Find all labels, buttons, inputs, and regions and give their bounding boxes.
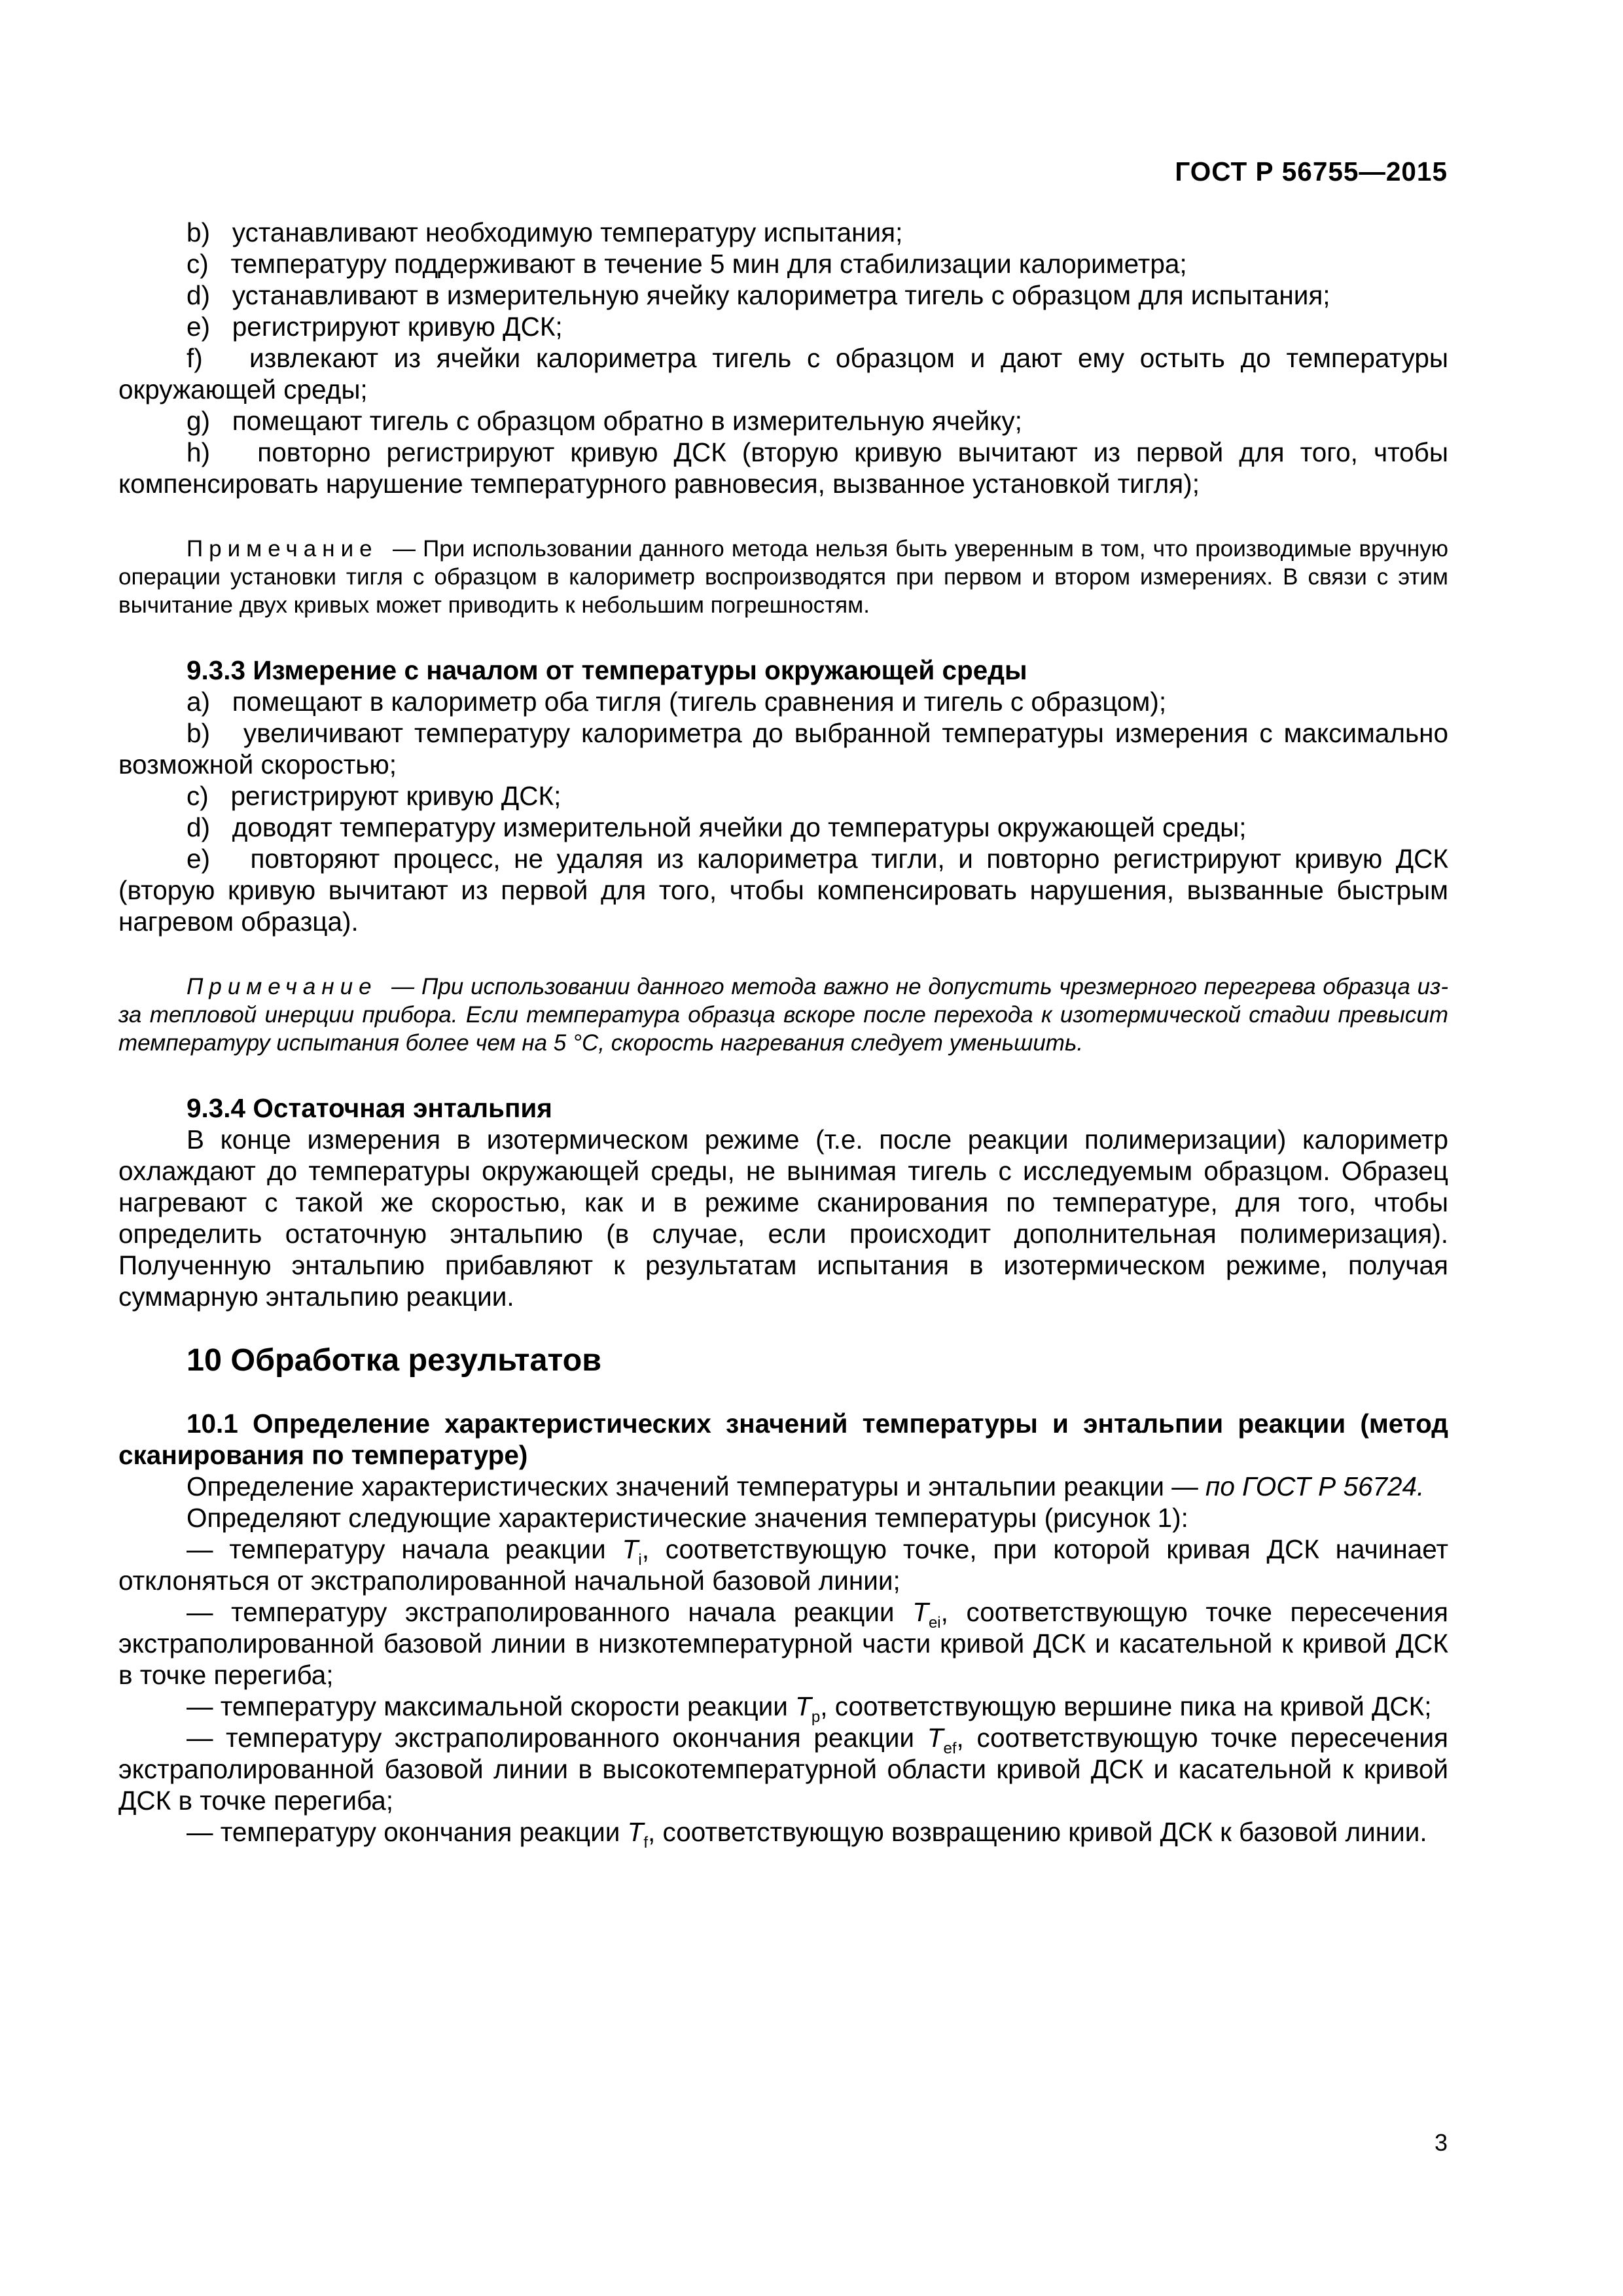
list-item: — температуру максимальной скорости реакции $T_p$, соответствующую вершине пика на кривой ДСК; [187, 1691, 1432, 1726]
section-heading-9-3-4: 9.3.4 Остаточная энтальпия [187, 1093, 552, 1123]
section-heading-10: 10 Обработка результатов [187, 1342, 602, 1378]
list-item: e) повторяют процесс, не удаляя из калориметра тигли, и повторно регистрируют кривую ДСК (вторую кривую вычитают из первой для того, чтобы компенсировать нарушения, вызванные быстрым нагревом образца). [118, 844, 1448, 937]
list-item: — температуру экстраполированного окончания реакции $T_{ef}$, соответствующую точке пересечения экстраполированной базовой линии в высокотемпературной области кривой ДСК и касательной к кривой ДСК в точке перегиба; [118, 1723, 1448, 1816]
paragraph: В конце измерения в изотермическом режиме (т.е. после реакции полимеризации) калориметр охлаждают до температуры окружающей среды, не вынимая тигель с исследуемым образцом. Образец нагревают с такой же скоростью, как и в режиме сканирования по температуре, для того, чтобы определить остаточную энтальпию (в случае, если происходит дополнительная полимеризация). Полученную энтальпию прибавляют к результатам испытания в изотермическом режиме, получая суммарную энтальпию реакции. [118, 1124, 1448, 1312]
list-item: b) увеличивают температуру калориметра до выбранной температуры измерения с максимально возможной скоростью; [118, 718, 1448, 780]
list-item: c) температуру поддерживают в течение 5 мин для стабилизации калориметра; [187, 249, 1187, 279]
list-item: — температуру экстраполированного начала реакции $T_{ei}$, соответствующую точке пересечения экстраполированной базовой линии в низкотемпературной части кривой ДСК и касательной к кривой ДСК в точке перегиба; [118, 1597, 1448, 1690]
paragraph: Определяют следующие характеристические значения температуры (рисунок 1): [187, 1503, 1188, 1533]
list-item: c) регистрируют кривую ДСК; [187, 781, 562, 811]
note-text: — При использовании данного метода нельзя быть уверенным в том, что производимые вручную операции установки тигля с образцом в калориметр воспроизводятся при первом и втором измерениях. В связи с этим вычитание двух кривых может приводить к небольшим погрешностям. [118, 536, 1449, 618]
note-label: Примечание [187, 536, 378, 562]
paragraph: Определение характеристических значений температуры и энтальпии реакции — по ГОСТ Р 56724. [187, 1471, 1425, 1501]
document-header: ГОСТ Р 56755—2015 [1175, 156, 1448, 187]
list-item: — температуру начала реакции $T_i$, соответствующую точке, при которой кривая ДСК начинает отклоняться от экстраполированной начальной базовой линии; [118, 1534, 1448, 1596]
list-item: a) помещают в калориметр оба тигля (тигель сравнения и тигель с образцом); [187, 687, 1167, 717]
section-heading-9-3-3: 9.3.3 Измерение с началом от температуры окружающей среды [187, 655, 1027, 685]
list-item: g) помещают тигель с образцом обратно в измерительную ячейку; [187, 406, 1022, 436]
note [118, 973, 1448, 1057]
standard-reference: по ГОСТ Р 56724. [1205, 1471, 1425, 1501]
list-item: h) повторно регистрируют кривую ДСК (вторую кривую вычитают из первой для того, чтобы компенсировать нарушение температурного равновесия, вызванное установкой тигля); [118, 437, 1448, 499]
list-item: f) извлекают из ячейки калориметра тигель с образцом и дают ему остыть до температуры окружающей среды; [118, 343, 1448, 404]
page-number: 3 [1434, 2129, 1448, 2156]
list-item: d) устанавливают в измерительную ячейку калориметра тигель с образцом для испытания; [187, 280, 1330, 310]
list-item: b) устанавливают необходимую температуру испытания; [187, 217, 903, 247]
note-label: Примечание [187, 974, 378, 999]
list-item: e) регистрируют кривую ДСК; [187, 312, 563, 342]
note [118, 535, 1448, 619]
list-item: d) доводят температуру измерительной ячейки до температуры окружающей среды; [187, 812, 1247, 842]
list-item: — температуру окончания реакции $T_f$, соответствующую возвращению кривой ДСК к базовой линии. [187, 1817, 1427, 1852]
section-heading-10-1: 10.1 Определение характеристических значений температуры и энтальпии реакции (метод сканирования по температуре) [118, 1408, 1448, 1470]
page-content [118, 217, 1449, 1852]
note-text: — При использовании данного метода важно не допустить чрезмерного перегрева образца из-за тепловой инерции прибора. Если температура образца вскоре после перехода к изотермической стадии превысит температуру испытания более чем на 5 °С, скорость нагревания следует уменьшить. [118, 974, 1448, 1056]
